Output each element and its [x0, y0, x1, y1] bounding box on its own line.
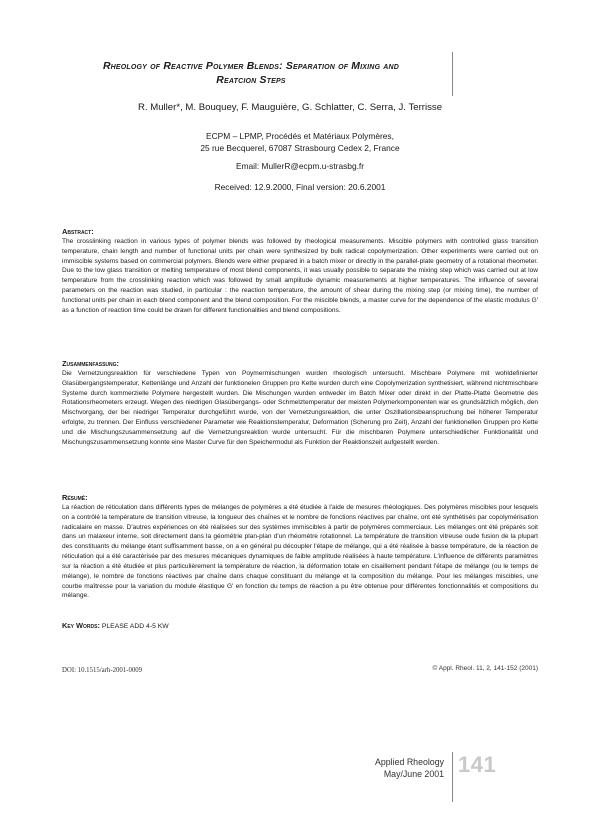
- copyright: © Appl. Rheol. 11, 2, 141-152 (2001): [432, 665, 538, 672]
- resume-heading: Résumé:: [62, 493, 88, 502]
- affiliation-line-1: ECPM – LPMP, Procédés et Matériaux Polymères,: [206, 131, 394, 141]
- affiliation: [110, 130, 490, 154]
- email: Email: MullerR@ecpm.u-strasbg.fr: [235, 161, 365, 171]
- abstract-heading: Abstract:: [62, 227, 94, 236]
- keywords-value: PLEASE ADD 4-5 KW: [101, 623, 169, 630]
- title-line-2: Reatcion Steps: [216, 75, 286, 86]
- journal-footer: [330, 756, 444, 780]
- vertical-rule-bottom: [452, 752, 453, 802]
- abstract-text: The crosslinking reaction in various types of polymer blends was followed by rheological measurements. Miscible polymers with controlled glass transition temperature, chain length and number of functional units per chain were synthesized by bulk radical copolymerization. Other experiments were carried out on immiscible systems based on commercial polymers. Blends were either prepared in a batch mixer or directly in the parallel-plate geometry of a rotational rheometer. Due to the low glass transition or melting temperature of most blend components, it was usually possible to separate the mixing step which was carried out at low temperature from the crosslinking reaction which was followed by small amplitude dynamic measurements at higher temperatures. The influence of several parameters on the reaction was studied, in particular : the reaction temperature, the amount of shear during the mixing step (or mixing time), the number of functional units per chain in each blend component and the blend composition. For the miscible blends, a master curve for the dependence of the elastic modulus G' as a function of reaction time could be drawn for different functionalities and blend compositions.: [62, 237, 538, 314]
- received-dates: Received: 12.9.2000, Final version: 20.6.2001: [214, 182, 386, 192]
- resume-section: [62, 493, 538, 601]
- title-line-1: Rheology of Reactive Polymer Blends: Separation of Mixing and: [102, 61, 400, 72]
- keywords-label: Key Words:: [62, 621, 100, 630]
- resume-text: La réaction de réticulation dans différents types de mélanges de polymères a été étudiée à l'aide de mesures rhéologiques. Des polymères miscibles pour lesquels on a contrôlé la température de transition vitreuse, la longueur des chaînes et le nombre de fonctions réactives par chaîne, ont été synthétisés par copolymérisation radicalaire en masse. D'autres expériences on été réalisées sur des systèmes immiscibles à partir de polymères commerciaux. Les mélanges ont été préparés soit dans un malaxeur interne, soit directement dans la géométrie plan-plan d'un rhéomètre rotationnel. La température de transition vitreuse oude fusion de la plupart des constituants du mélange étant suffisamment basse, on a en général pu découpler l'étape de mélange, qui a été réalisée à basse température, de la réaction de réticulation qui a été caractérisée par des mesures mécaniques dynamiques de faible amplitude réalisées à haute température. L'influence de différents paramètres sur la réaction a été étudiée et plus particulièrement la température de réaction, la déformation totale en cisaillement pendant l'étape de mélange (ou le temps de mélange), le nombre de fonctions réactives par chaîne dans chaque constituant du mélange et la composition du mélange. Pour les mélanges miscibles, une courbe maîtresse pour la variation du module élastique G' en fonction du temps de réaction a pu être obtenue pour différentes fonctionnalités et compositions du mélange.: [62, 503, 538, 600]
- journal-issue: May/June 2001: [383, 769, 444, 779]
- zusammenfassung-heading: Zusammenfassung:: [62, 359, 119, 368]
- authors: R. Muller*, M. Bouquey, F. Mauguière, G. Schlatter, C. Serra, J. Terrisse: [137, 102, 443, 113]
- keywords: [62, 621, 169, 632]
- paper-title: [55, 60, 447, 88]
- page-number: 141: [458, 752, 497, 777]
- vertical-rule-top: [452, 52, 453, 96]
- zusammenfassung-section: [62, 359, 538, 448]
- doi: DOI: 10.1515/arh-2001-0009: [62, 667, 143, 674]
- abstract-section: [62, 227, 538, 316]
- zusammenfassung-text: Die Vernetzungsreaktion für verschiedene Typen von Poymermischungen wurden rheologisch untersucht. Mischbare Polymere mit wohldefinierter Glasübergangstemperatur, Kettenlänge und Anzahl der funktionelen Gruppen pro Kette wurden durch eine Copolymerization synthetisiert, während nichtmischbare Systeme durch kommerzielle Polymere hergestellt wurden. Die Mischungen wurden entweder im Batch Mixer oder direkt in der Platte-Platte Geometrie des Rotationsrheometers erzeugt. Wegen des niedrigen Glasübergangs- oder Schmelztemperatur der meisten Polymerkomponenten war es grundsätzlich möglich, den Mischvorgang, der bei niedriger Temperatur durchgeführt wurde, von der Vernetzungsreaktion, die unter Oszillationsbeanspruchung bei höherer Temperatur erfolgte, zu trennen. Der Einfluss verschiedener Parameter wie Reaktionstemperatur, Deformation (Scherung pro Zeit), Anzahl der funktionellen Gruppen pro Kette und die Mischungszusammensetzung auf die Vernetzungsreaktion wurde untersucht. Für die mischbaren Polymere unterschiedlicher Funktionalität und Mischungszusammensetzung konnte eine Master Curve für den Speichermodul als Funktion der Reaktionszeit aufgestellt werden.: [62, 369, 538, 446]
- affiliation-line-2: 25 rue Becquerel, 67087 Strasbourg Cedex 2, France: [200, 143, 400, 153]
- journal-name: Applied Rheology: [375, 757, 444, 767]
